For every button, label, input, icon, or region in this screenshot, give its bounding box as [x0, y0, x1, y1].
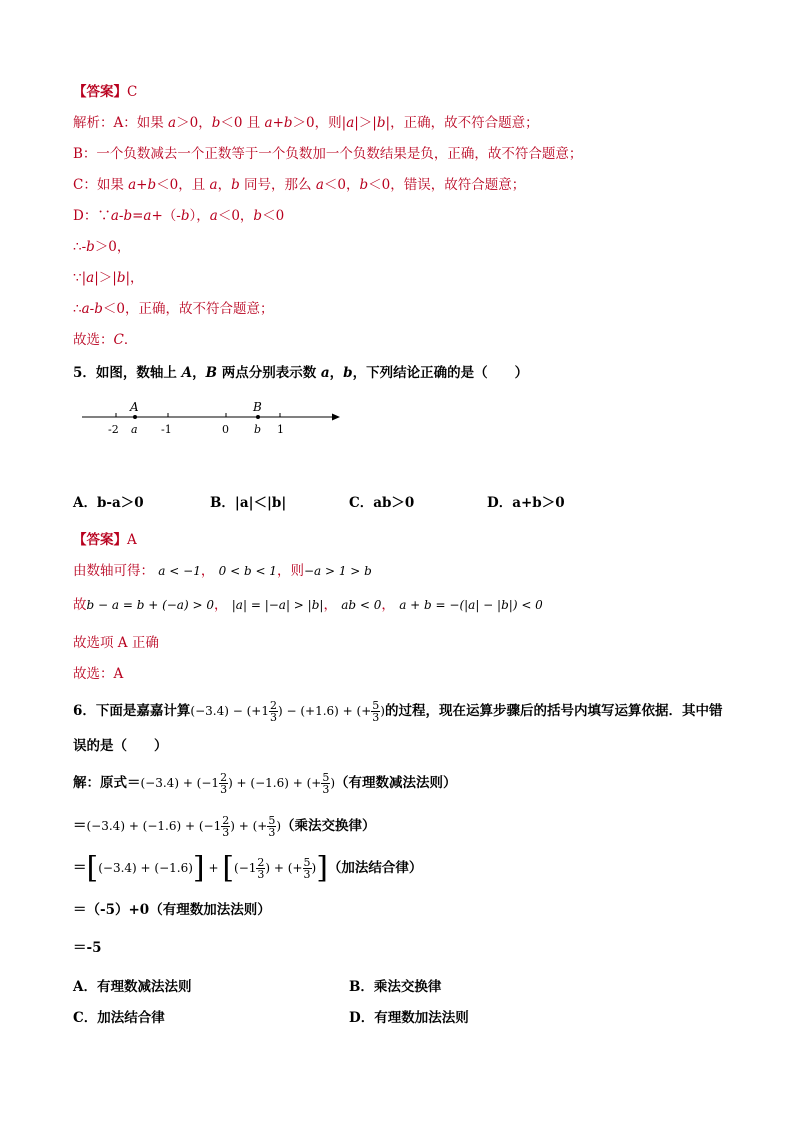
frac-den: 3	[268, 826, 276, 839]
text: ．	[123, 332, 138, 348]
math-var: b	[231, 177, 240, 193]
fraction	[371, 700, 380, 723]
expr-part: ) + (+	[265, 861, 303, 875]
text: ，下列结论正确的是（ ）	[352, 365, 529, 381]
step-expression	[86, 814, 282, 839]
text: ，	[381, 597, 395, 613]
text: ＜0，	[323, 177, 360, 193]
text: A：如果	[113, 115, 169, 131]
tick-label-1: 1	[277, 423, 284, 436]
frac-num: 5	[322, 771, 330, 784]
q5-solution-2	[73, 595, 543, 615]
text: 5．如图，数轴上	[73, 365, 182, 381]
math-var: b	[180, 208, 190, 224]
text: ＜0，	[217, 208, 254, 224]
expr-part: )	[276, 819, 282, 833]
text: ＞0，	[176, 115, 212, 131]
math-expr: ab < 0	[341, 598, 382, 612]
bracket: ]	[316, 850, 328, 886]
q5-answer-line	[73, 530, 137, 550]
text: 两点分别表示数	[217, 365, 321, 381]
text: ＞0，则|	[292, 115, 347, 131]
math-var: a	[143, 208, 152, 224]
tick-label-neg2: -2	[108, 423, 119, 436]
text: ，	[213, 597, 228, 613]
bracket: ]	[192, 850, 205, 886]
q5-solution-3: 故选项 A 正确	[73, 635, 159, 651]
text: ＞0，	[94, 239, 131, 255]
math-var: b	[211, 115, 221, 131]
fraction	[219, 772, 228, 795]
frac-num: 2	[222, 814, 230, 827]
point-B-label: B	[253, 400, 262, 414]
fraction	[221, 815, 230, 838]
text: 故	[73, 597, 87, 613]
text: ∵|	[73, 270, 87, 286]
math-var: a+b	[264, 115, 293, 131]
fraction	[267, 815, 276, 838]
q5-option-d[interactable]: D．a+b＞0	[487, 495, 565, 511]
expr-part: (−1	[234, 861, 257, 875]
q4-choose	[73, 330, 137, 350]
reason: （乘法交换律）	[281, 818, 376, 834]
q6-stem	[73, 697, 722, 725]
q6-step-1	[73, 769, 457, 797]
point-b-dot	[256, 415, 260, 419]
expr-part: +	[204, 861, 223, 875]
text: 6．下面是嘉嘉计算	[73, 703, 191, 719]
frac-num: 2	[269, 699, 277, 712]
math-var: b	[359, 177, 369, 193]
expr-part: (−3.4) + (−1.6)	[98, 861, 193, 875]
math-var: b	[123, 208, 133, 224]
text: ，	[329, 365, 344, 381]
math-expr: b − a = b + (−a) > 0	[86, 598, 214, 612]
text: C：如果	[73, 177, 129, 193]
text: 解：原式＝	[73, 775, 141, 791]
choose-value: A	[113, 666, 124, 682]
math-expr: −a > 1 > b	[303, 564, 372, 578]
frac-den: 3	[220, 783, 228, 796]
answer-tag: 【答案】	[73, 532, 127, 548]
text: ，则	[276, 563, 304, 579]
math-expr: 0 < b < 1	[218, 564, 277, 578]
step-expression	[140, 771, 336, 796]
frac-den: 3	[222, 826, 230, 839]
q4-step-because	[73, 268, 144, 288]
text: -	[118, 208, 124, 224]
text: =	[132, 208, 144, 224]
q6-step-4: ＝（-5）+0（有理数加法法则）	[73, 902, 271, 918]
text: ，	[323, 597, 337, 613]
text: ＝	[73, 818, 87, 834]
text: |，正确，故不符合题意；	[385, 115, 539, 131]
math-var: b	[94, 301, 103, 317]
text: ，	[217, 177, 232, 193]
math-var: a	[315, 177, 324, 193]
math-var: a	[209, 177, 218, 193]
math-var: b	[376, 115, 386, 131]
expr-part: )	[311, 861, 317, 875]
text: ，	[200, 563, 215, 579]
fraction	[303, 857, 312, 880]
fraction	[269, 700, 278, 723]
math-var: B	[205, 365, 217, 381]
expr-part: ) + (−1.6) + (+	[228, 776, 322, 790]
analysis-label: 解析：	[73, 115, 114, 131]
frac-num: 5	[303, 856, 311, 869]
q4-step-therefore	[73, 237, 130, 257]
q5-choose	[73, 664, 123, 684]
math-var: a	[320, 365, 330, 381]
step-expression	[86, 850, 328, 886]
number-line-figure	[74, 395, 344, 445]
math-var: a	[209, 208, 218, 224]
expr-part: ) + (+	[230, 819, 268, 833]
q6-option-b[interactable]: B．乘法交换律	[349, 979, 442, 995]
frac-den: 3	[303, 868, 311, 881]
text: ∴	[73, 301, 82, 317]
reason: （加法结合律）	[327, 860, 423, 876]
text: 的过程，现在运算步骤后的括号内填写运算依据．其中错	[384, 703, 723, 719]
fraction	[321, 772, 330, 795]
q4-analysis-a	[73, 113, 539, 133]
stem-expression	[190, 699, 385, 724]
q6-step-3	[73, 850, 423, 886]
text: ∴-	[73, 239, 87, 255]
expr-part: ) − (+1.6) + (+	[277, 704, 372, 718]
text: ＜0，且	[156, 177, 210, 193]
math-var: A	[181, 365, 193, 381]
answer-tag: 【答案】	[73, 84, 127, 100]
text: ＜0	[262, 208, 285, 224]
bracket: [	[222, 850, 235, 886]
math-var: a	[81, 301, 90, 317]
text: ＜0 且	[220, 115, 265, 131]
math-var: a	[110, 208, 119, 224]
text: 由数轴可得：	[73, 563, 154, 579]
math-var: b	[253, 208, 263, 224]
frac-den: 3	[269, 711, 277, 724]
frac-num: 5	[268, 814, 276, 827]
q6-option-d[interactable]: D．有理数加法法则	[349, 1010, 469, 1026]
text: |，	[125, 270, 144, 286]
math-expr: a < −1	[158, 564, 201, 578]
text: ＝	[73, 860, 87, 876]
frac-num: 5	[372, 699, 380, 712]
text: D：∵	[73, 208, 111, 224]
frac-den: 3	[322, 783, 330, 796]
text: ＜0，错误，故符合题意；	[368, 177, 526, 193]
math-var: b	[116, 270, 126, 286]
math-expr: a + b = −(|a| − |b|) < 0	[399, 598, 543, 612]
bracket: [	[86, 850, 99, 886]
q5-option-a[interactable]: A．b-a＞0	[73, 495, 144, 511]
var-label-b: b	[254, 423, 262, 436]
answer-value: C	[127, 84, 138, 100]
q4-step-conclusion	[73, 299, 273, 319]
tick-label-0: 0	[222, 423, 229, 436]
expr-part: )	[330, 776, 336, 790]
math-var: b	[343, 365, 353, 381]
choose-value: C	[113, 332, 124, 348]
q5-option-c[interactable]: C．ab＞0	[349, 495, 415, 511]
frac-den: 3	[372, 711, 380, 724]
answer-value: A	[127, 532, 137, 548]
math-var: a	[168, 115, 177, 131]
frac-den: 3	[257, 868, 265, 881]
q6-step-5: ＝-5	[73, 940, 102, 956]
frac-num: 2	[257, 856, 265, 869]
tick-label-neg1: -1	[161, 423, 172, 436]
math-var: b	[86, 239, 95, 255]
q6-option-c[interactable]: C．加法结合律	[73, 1010, 165, 1026]
var-label-a: a	[131, 423, 138, 436]
math-var: a	[346, 115, 355, 131]
text: -	[89, 301, 95, 317]
text: ，	[192, 365, 206, 381]
text: ＜0，正确，故不符合题意；	[102, 301, 274, 317]
q6-step-2	[73, 812, 376, 840]
q5-solution-1	[73, 561, 372, 581]
text: |＞|	[354, 115, 377, 131]
q6-stem-line2: 误的是（ ）	[73, 738, 168, 754]
text: |＞|	[94, 270, 117, 286]
point-a-dot	[133, 415, 137, 419]
choose-label: 故选：	[73, 332, 114, 348]
frac-num: 2	[220, 771, 228, 784]
math-expr: |a| = |−a| > |b|	[231, 598, 324, 612]
text: +（-	[151, 208, 181, 224]
q4-analysis-b: B：一个负数减去一个正数等于一个负数加一个负数结果是负，正确，故不符合题意；	[73, 146, 583, 162]
expr-part: (−3.4) − (+1	[190, 704, 269, 718]
q5-stem	[73, 363, 528, 383]
math-var: a+b	[128, 177, 157, 193]
choose-label: 故选：	[73, 666, 114, 682]
reason: （有理数减法法则）	[335, 775, 457, 791]
math-var: a	[86, 270, 95, 286]
point-A-label: A	[130, 400, 139, 414]
q4-answer-line	[73, 82, 137, 102]
axis-arrow-icon	[332, 414, 340, 421]
q5-option-b[interactable]: B．|a|＜|b|	[210, 495, 287, 511]
expr-part: (−3.4) + (−1.6) + (−1	[86, 819, 222, 833]
expr-part: (−3.4) + (−1	[140, 776, 220, 790]
expr-part: )	[380, 704, 385, 718]
q4-analysis-d	[73, 206, 284, 226]
text: 同号，那么	[239, 177, 316, 193]
q6-option-a[interactable]: A．有理数减法法则	[73, 979, 192, 995]
text: ），	[189, 208, 210, 224]
q4-analysis-c	[73, 175, 525, 195]
